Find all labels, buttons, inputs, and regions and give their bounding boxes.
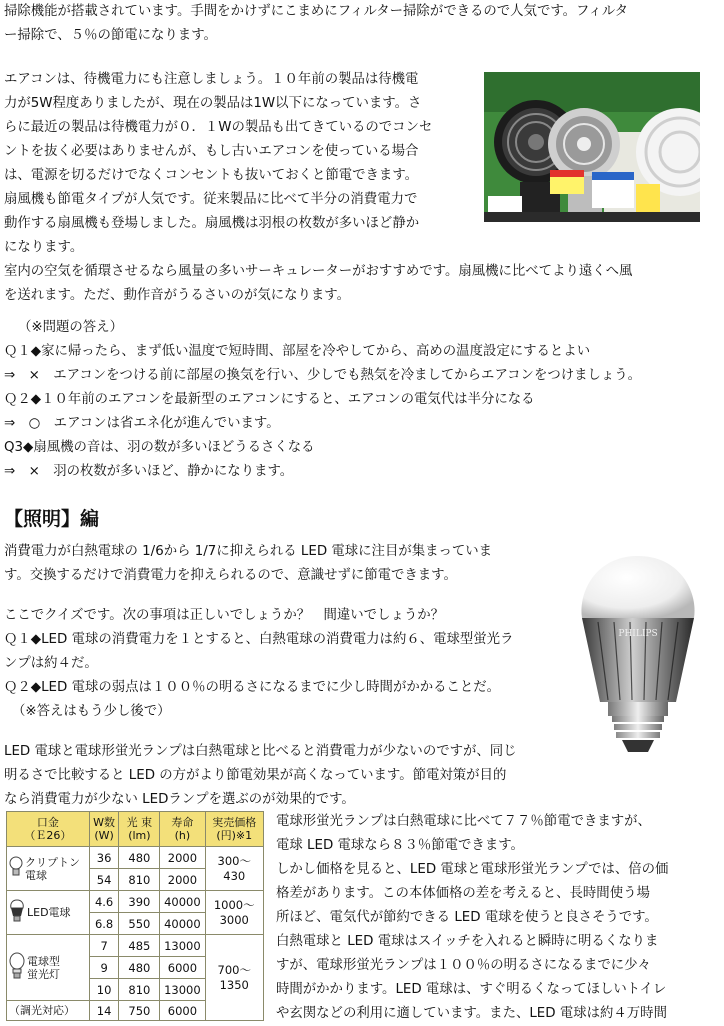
watt-cell: 10 bbox=[89, 979, 119, 1001]
lumen-cell: 810 bbox=[119, 979, 160, 1001]
text-line: 動作する扇風機も登場しました。扇風機は羽根の枚数が多いほど静か bbox=[4, 216, 420, 231]
watt-cell: 4.6 bbox=[89, 891, 119, 913]
header-watt: W数 (W) bbox=[89, 812, 119, 847]
header-life: 寿命 (h) bbox=[160, 812, 205, 847]
text-line: す。交換するだけで消費電力を抑えられるので、意識せずに節電できます。 bbox=[4, 568, 457, 583]
text-line: や玄関などの利用に適しています。また、LED 電球は約４万時間 bbox=[276, 1006, 667, 1021]
answer-line: ⇒ × エアコンをつける前に部屋の換気を行い、少しでも熱気を冷ましてからエアコンをつけましょう。 bbox=[4, 368, 642, 383]
lighting-right-text bbox=[276, 810, 668, 1026]
text-line: すが、電球形蛍光ランプは１００％の明るさになるまでに少々 bbox=[276, 958, 651, 973]
lighting-quiz bbox=[4, 604, 513, 724]
text-line: 明るさで比較すると LED の方がより節電効果が高くなっています。節電対策が目的 bbox=[4, 768, 507, 783]
lighting-intro bbox=[4, 540, 492, 588]
table-row bbox=[7, 891, 264, 913]
life-cell: 2000 bbox=[160, 869, 205, 891]
watt-cell: 9 bbox=[89, 957, 119, 979]
life-cell: 6000 bbox=[160, 957, 205, 979]
text-line: （※答えはもう少し後で） bbox=[12, 704, 171, 719]
text-line: Ｑ１◆LED 電球の消費電力を１とすると、白熱電球の消費電力は約６、電球型蛍光ラ bbox=[4, 632, 514, 647]
text-line: 白熱電球と LED 電球はスイッチを入れると瞬時に明るくなりま bbox=[276, 934, 659, 949]
text-line: LED 電球と電球形蛍光ランプは白熱電球と比べると消費電力が少ないのですが、同じ bbox=[4, 744, 517, 759]
lighting-compare bbox=[4, 740, 517, 812]
text-line: 室内の空気を循環させるなら風量の多いサーキュレーターがおすすめです。扇風機に比べてより遠くへ風 bbox=[4, 264, 633, 279]
watt-cell: 14 bbox=[89, 1001, 119, 1021]
text-line: 電球 LED 電球なら８３％節電できます。 bbox=[276, 838, 524, 853]
header-lumen: 光 束 (lm) bbox=[119, 812, 160, 847]
watt-cell: 54 bbox=[89, 869, 119, 891]
text-line: になります。 bbox=[4, 240, 84, 255]
fan-photo-illustration bbox=[484, 72, 700, 222]
circulator-paragraph bbox=[4, 260, 632, 308]
lumen-cell: 810 bbox=[119, 869, 160, 891]
lumen-cell: 750 bbox=[119, 1001, 160, 1021]
text-line: 時間がかかります。LED 電球は、すぐ明るくなってほしいトイレ bbox=[276, 982, 667, 997]
text-line: ントを抜く必要はありませんが、もし古いエアコンを使っている場合 bbox=[4, 144, 419, 159]
text-line: ンプは約４だ。 bbox=[4, 656, 98, 671]
watt-cell: 6.8 bbox=[89, 913, 119, 935]
answer-line: Ｑ１◆家に帰ったら、まず低い温度で短時間、部屋を冷やしてから、高めの温度設定にするとよい bbox=[4, 344, 591, 359]
text-line: しかし価格を見ると、LED 電球と電球形蛍光ランプでは、倍の価 bbox=[276, 862, 669, 877]
price-cell: 300〜 430 bbox=[205, 847, 264, 891]
answers-heading: （※問題の答え） bbox=[18, 320, 123, 335]
text-line: 掃除機能が搭載されています。手間をかけずにこまめにフィルター掃除ができるので人気です。フィルタ bbox=[4, 4, 628, 19]
life-cell: 13000 bbox=[160, 979, 205, 1001]
text-line: 所ほど、電気代が節約できる LED 電球を使うと良さそうです。 bbox=[276, 910, 658, 925]
type-cfl: 電球型 蛍光灯 bbox=[7, 935, 90, 1001]
watt-cell: 36 bbox=[89, 847, 119, 869]
type-led: LED電球 bbox=[7, 891, 90, 935]
lumen-cell: 485 bbox=[119, 935, 160, 957]
type-krypton: クリプトン 電球 bbox=[7, 847, 90, 891]
text-line: ー掃除で、５％の節電になります。 bbox=[4, 28, 217, 43]
text-line: は、電源を切るだけでなくコンセントも抜いておくと節電できます。 bbox=[4, 168, 419, 183]
text-line: を送れます。ただ、動作音がうるさいのが気になります。 bbox=[4, 288, 351, 303]
text-line: 扇風機も節電タイプが人気です。従来製品に比べて半分の消費電力で bbox=[4, 192, 418, 207]
dimmable-note: （調光対応） bbox=[7, 1001, 90, 1021]
table-header-row bbox=[7, 812, 264, 847]
text-line: らに最近の製品は待機電力が０．１Wの製品も出てきているのでコンセ bbox=[4, 120, 433, 135]
header-price: 実売価格 (円)※1 bbox=[205, 812, 264, 847]
lumen-cell: 480 bbox=[119, 957, 160, 979]
answer-line: Ｑ２◆１０年前のエアコンを最新型のエアコンにすると、エアコンの電気代は半分になる bbox=[4, 392, 535, 407]
answers-section bbox=[4, 316, 641, 484]
cfl-bulb-icon bbox=[9, 952, 25, 983]
lumen-cell: 390 bbox=[119, 891, 160, 913]
lumen-cell: 550 bbox=[119, 913, 160, 935]
price-cell: 1000〜 3000 bbox=[205, 891, 264, 935]
aircon-paragraph bbox=[4, 68, 432, 260]
answer-line: ⇒ ○ エアコンは省エネ化が進んでいます。 bbox=[4, 416, 280, 431]
table-row bbox=[7, 935, 264, 957]
fan-photo bbox=[484, 72, 700, 222]
answer-line: Q3◆扇風機の音は、羽の数が多いほどうるさくなる bbox=[4, 440, 315, 455]
lumen-cell: 480 bbox=[119, 847, 160, 869]
table-row bbox=[7, 847, 264, 869]
text-line: ここでクイズです。次の事項は正しいでしょうか？ 間違いでしょうか？ bbox=[4, 608, 445, 623]
text-line: Ｑ２◆LED 電球の弱点は１００％の明るさになるまでに少し時間がかかることだ。 bbox=[4, 680, 501, 695]
life-cell: 2000 bbox=[160, 847, 205, 869]
led-bulb-icon bbox=[9, 899, 25, 926]
led-bulb-photo bbox=[568, 552, 708, 762]
led-bulb-illustration bbox=[568, 552, 708, 762]
text-line: 格差があります。この本体価格の差を考えると、長時間使う場 bbox=[276, 886, 650, 901]
text-line: なら消費電力が少ない LEDランプを選ぶのが効果的です。 bbox=[4, 792, 355, 807]
life-cell: 40000 bbox=[160, 891, 205, 913]
answer-line: ⇒ × 羽の枚数が多いほど、静かになります。 bbox=[4, 464, 294, 479]
text-line: 消費電力が白熱電球の 1/6から 1/7に抑えられる LED 電球に注目が集まっていま bbox=[4, 544, 493, 559]
intro-paragraph bbox=[4, 0, 628, 48]
life-cell: 13000 bbox=[160, 935, 205, 957]
price-cell: 700〜 1350 bbox=[205, 935, 264, 1021]
bulb-brand-label: PHILIPS bbox=[618, 629, 658, 639]
text-line: エアコンは、待機電力にも注意しましょう。１０年前の製品は待機電 bbox=[4, 72, 419, 87]
watt-cell: 7 bbox=[89, 935, 119, 957]
krypton-bulb-icon bbox=[9, 856, 23, 881]
life-cell: 6000 bbox=[160, 1001, 205, 1021]
bulb-comparison-table bbox=[6, 811, 264, 1021]
header-base: 口金 （Ｅ26） bbox=[7, 812, 90, 847]
life-cell: 40000 bbox=[160, 913, 205, 935]
text-line: 力が5W程度ありましたが、現在の製品は1W以下になっています。さ bbox=[4, 96, 422, 111]
lighting-heading: 【照明】編 bbox=[4, 508, 100, 530]
text-line: 電球形蛍光ランプは白熱電球に比べて７７％節電できますが、 bbox=[276, 814, 651, 829]
